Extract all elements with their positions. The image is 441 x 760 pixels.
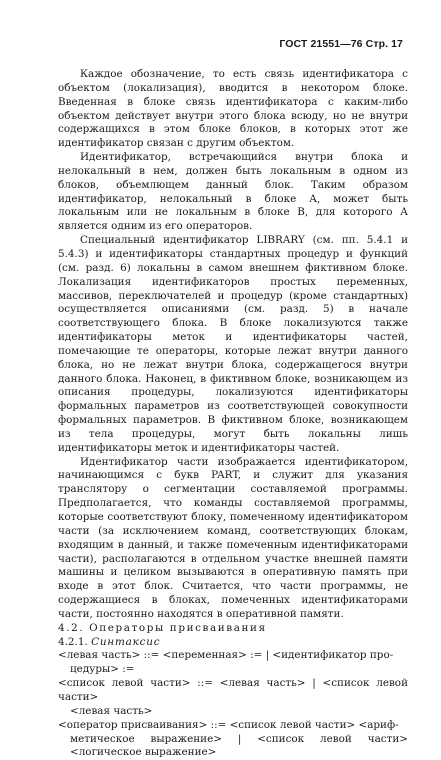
syntax-rule-line: <левая часть> ::= <переменная> := | <идентификатор про- — [58, 649, 408, 663]
section-title: 4.2. Операторы присваивания — [58, 622, 408, 636]
syntax-rule-continuation: <левая часть> — [58, 705, 408, 719]
syntax-rule — [58, 649, 408, 677]
subsection-heading — [58, 636, 408, 650]
paragraph: Идентификатор части изображается идентификатором, начинающимся с букв PART, и служит для указания транслятору о сегментации составляемой программы. Предполагается, что команды составляемой программы, которые соответствуют блоку, помеченному идентификатором части (за исключением команд, соответствующих блокам, входящим в данный, и также помеченным идентификаторами части), располагаются в отдельном участке внешней памяти машины и целиком вызываются в оперативную память при входе в этот блок. Считается, что части программы, не содержащиеся в блоках, помеченных идентификаторами части, постоянно находятся в оперативной памяти. — [58, 456, 408, 622]
subsection-number: 4.2.1. — [58, 636, 88, 648]
syntax-rule-line: <список левой части> ::= <левая часть> | <список левой части> — [58, 677, 408, 705]
paragraph: Идентификатор, встречающийся внутри блока и нелокальный в нем, должен быть локальным в одном из блоков, объемлющем данный блок. Таким образом идентификатор, нелокальный в блоке А, может быть локальным или не локальным в блоке В, для которого А является одним из его операторов. — [58, 151, 408, 234]
page-header: ГОСТ 21551—76 Стр. 17 — [279, 38, 403, 50]
paragraph: Специальный идентификатор LIBRARY (см. пп. 5.4.1 и 5.4.3) и идентификаторы стандартных процедур и функций (см. разд. 6) локальны в самом внешнем фиктивном блоке. Локализация идентификаторов простых переменных, массивов, переключателей и процедур (кроме стандартных) осуществляется описаниями (см. разд. 5) в начале соответствующего блока. В блоке локализуются также идентификаторы меток и идентификаторы частей, помечающие те операторы, которые лежат внутри данного блока, но не лежат внутри блока, содержащегося внутри данного блока. Наконец, в фиктивном блоке, возникающем из описания процедуры, локализуются идентификаторы формальных параметров из соответствующей совокупности формальных параметров. В фиктивном блоке, возникающем из тела процедуры, могут быть локальны лишь идентификаторы меток и идентификаторы частей. — [58, 234, 408, 456]
syntax-rule-continuation: цедуры> := — [58, 663, 408, 677]
document-body — [58, 68, 408, 760]
syntax-rule — [58, 677, 408, 719]
syntax-rule-continuation: метическое выражение> | <список левой части> <логическое выражение> — [58, 733, 408, 760]
subsection-title: Синтаксис — [91, 636, 160, 648]
syntax-rule — [58, 719, 408, 760]
paragraph: Каждое обозначение, то есть связь идентификатора с объектом (локализация), вводится в некотором блоке. Введенная в блоке связь идентификатора с каким-либо объектом действует внутри этого блока всюду, но не внутри содержащихся в этом блоке блоков, в которых этот же идентификатор связан с другим объектом. — [58, 68, 408, 151]
syntax-rule-line: <оператор присваивания> ::= <список левой части> <ариф- — [58, 719, 408, 733]
